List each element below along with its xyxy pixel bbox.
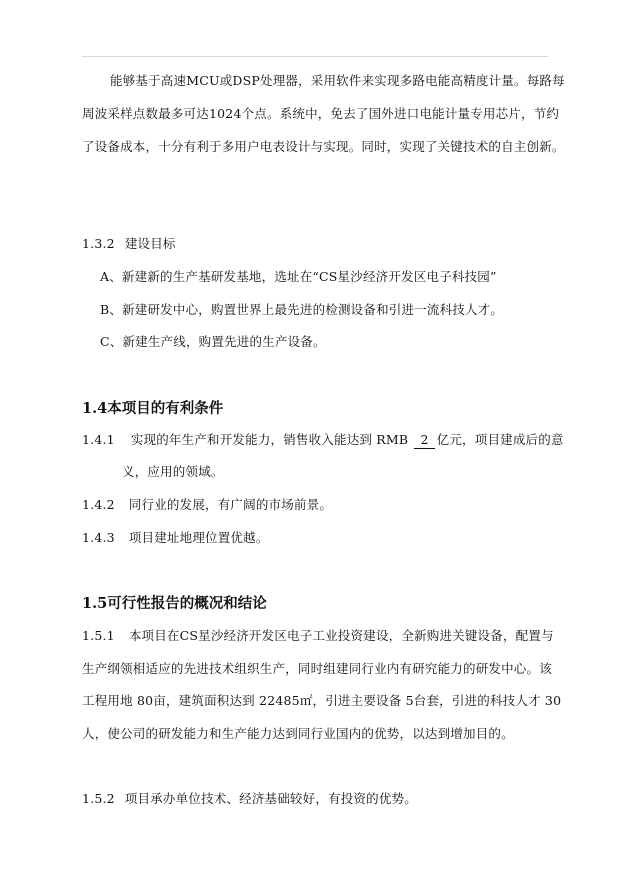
header-rule: [82, 56, 548, 57]
section-1-5-heading: 1.5可行性报告的概况和结论: [82, 595, 267, 612]
goal-item-b: B、新建研发中心，购置世界上最先进的检测设备和引进一流科技人才。: [100, 302, 504, 317]
item-number: 1.4.1: [82, 432, 115, 447]
section-title: 建设目标: [124, 236, 176, 251]
intro-line-3: 了设备成本，十分有利于多用户电表设计与实现。同时，实现了关键技术的自主创新。: [82, 139, 565, 154]
item-text: 项目承办单位技术、经济基础较好，有投资的优势。: [124, 791, 417, 806]
item-number: 1.4.3: [82, 530, 115, 545]
goal-item-a: A、新建新的生产基研发基地，选址在“CS星沙经济开发区电子科技园”: [100, 269, 497, 284]
para-1-5-1-line-1: [82, 628, 554, 644]
item-1-4-1-continued: 义，应用的领域。: [122, 464, 224, 479]
item-text: 项目建址地理位置优越。: [128, 530, 269, 545]
para-1-5-1-line-4: 人，使公司的研发能力和生产能力达到同行业国内的优势，以达到增加目的。: [82, 726, 514, 741]
item-number: 1.4.2: [82, 497, 115, 512]
section-1-3-2-title: [82, 236, 176, 252]
section-number: 1.3.2: [82, 236, 115, 251]
item-1-4-1: [82, 432, 564, 449]
revenue-value: 2: [414, 432, 434, 449]
para-1-5-1-line-3: 工程用地 80亩，建筑面积达到 22485㎡，引进主要设备 5台套，引进的科技人才 30: [82, 693, 562, 708]
item-number: 1.5.2: [82, 791, 115, 806]
item-1-4-3: [82, 530, 269, 546]
goal-item-c: C、新建生产线，购置先进的生产设备。: [100, 334, 326, 349]
item-text: 本项目在CS星沙经济开发区电子工业投资建设，全新购进关键设备，配置与: [128, 628, 554, 643]
item-1-4-2: [82, 497, 332, 513]
item-text: 同行业的发展，有广阔的市场前景。: [128, 497, 333, 512]
item-text: 实现的年生产和开发能力，销售收入能达到 RMB: [130, 432, 409, 447]
item-text-post: 亿元，项目建成后的意: [436, 432, 564, 447]
para-1-5-1-line-2: 生产纲领相适应的先进技术组织生产，同时组建同行业内有研究能力的研发中心。该: [82, 661, 552, 676]
item-1-5-2: [82, 791, 417, 807]
intro-line-2: 周波采样点数最多可达1024个点。系统中，免去了国外进口电能计量专用芯片，节约: [82, 106, 560, 121]
intro-line-1: 能够基于高速MCU或DSP处理器，采用软件来实现多路电能高精度计量。每路每: [110, 73, 565, 88]
item-number: 1.5.1: [82, 628, 115, 643]
section-1-4-heading: 1.4本项目的有利条件: [82, 400, 224, 417]
